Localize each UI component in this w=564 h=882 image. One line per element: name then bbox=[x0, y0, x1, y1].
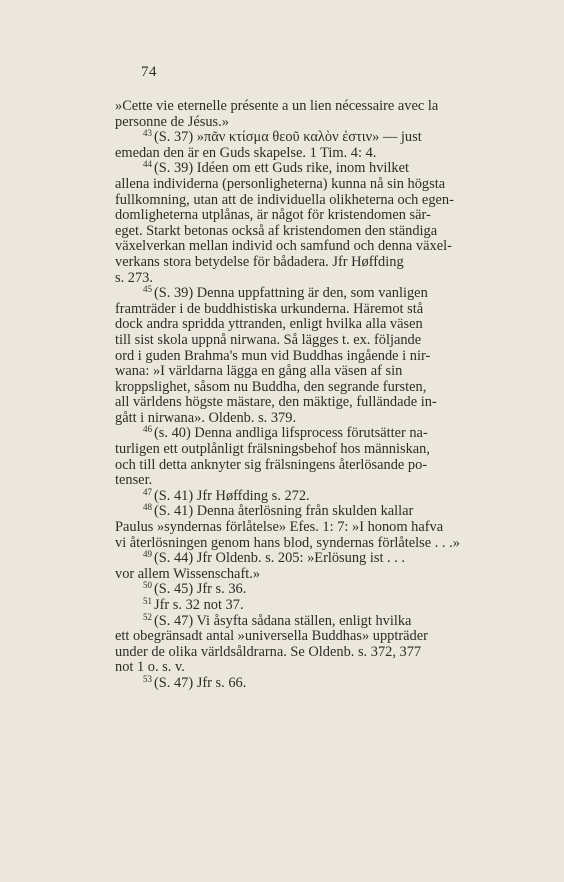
footnote-start-line bbox=[115, 130, 527, 146]
line-text: all världens högste mästare, den mäktige, fulländade in- bbox=[115, 394, 437, 411]
footnote-number: 44 bbox=[143, 159, 152, 170]
footnote-start-line bbox=[115, 673, 527, 692]
text-line bbox=[115, 302, 527, 318]
line-text: vor allem Wissenschaft.» bbox=[115, 565, 261, 582]
footnote-start-line bbox=[115, 598, 527, 614]
line-text: allena individerna (personligheterna) kunna nå sin högsta bbox=[115, 175, 446, 192]
text-line bbox=[115, 333, 527, 349]
line-text: (S. 44) Jfr Oldenb. s. 205: »Erlösung ist . . . bbox=[154, 550, 406, 567]
line-text: s. 273. bbox=[115, 269, 153, 286]
line-text: Paulus »syndernas förlåtelse» Efes. 1: 7: »I honom hafva bbox=[115, 519, 444, 536]
line-text: (S. 41) Denna återlösning från skulden kallar bbox=[154, 503, 414, 520]
footnote-start-line bbox=[115, 582, 527, 598]
line-text: till sist skola uppnå nirwana. Så lägges t. ex. följande bbox=[115, 331, 422, 348]
footnote-number: 47 bbox=[143, 486, 152, 497]
footnote-start-line bbox=[115, 504, 527, 520]
line-text: personne de Jésus.» bbox=[115, 113, 229, 130]
footnote-number: 52 bbox=[143, 611, 152, 622]
text-line bbox=[115, 645, 527, 661]
line-text: not 1 o. s. v. bbox=[115, 659, 185, 676]
line-text: växelverkan mellan individ och samfund och denna växel- bbox=[115, 238, 452, 255]
text-line bbox=[115, 520, 527, 536]
text-line bbox=[115, 99, 527, 115]
text-line bbox=[115, 660, 527, 676]
line-text: (S. 47) Jfr s. 66. bbox=[154, 674, 247, 691]
footnote-number: 49 bbox=[143, 549, 152, 560]
text-line bbox=[115, 224, 527, 240]
line-text: framträder i de buddhistiska urkunderna. Häremot stå bbox=[115, 300, 424, 317]
text-line bbox=[115, 536, 527, 552]
line-text: ord i guden Brahma's mun vid Buddhas ingående i nir- bbox=[115, 347, 431, 364]
footnote-number: 43 bbox=[143, 128, 152, 139]
text-line bbox=[115, 177, 527, 193]
footnote-number: 46 bbox=[143, 424, 152, 435]
line-text: (S. 39) Idéen om ett Guds rike, inom hvilket bbox=[154, 160, 409, 177]
line-text: »Cette vie eternelle présente a un lien nécessaire avec la bbox=[115, 98, 439, 114]
line-text: dock andra spridda yttranden, enligt hvilka alla väsen bbox=[115, 316, 423, 333]
line-text: (S. 45) Jfr s. 36. bbox=[154, 581, 247, 598]
line-text: fullkomning, utan att de individuella olikheterna och egen- bbox=[115, 191, 454, 208]
line-text: (S. 37) »πᾶν κτίσμα θεοῦ καλὸν ἐστιν» — just bbox=[154, 129, 422, 146]
line-text: (S. 47) Vi åsyfta sådana ställen, enligt hvilka bbox=[154, 612, 412, 629]
line-text: och till detta anknyter sig frälsningens återlösande po- bbox=[115, 456, 428, 473]
footnote-number: 51 bbox=[143, 596, 152, 606]
footnote-start-line bbox=[115, 551, 527, 567]
footnote-start-line bbox=[115, 611, 527, 630]
text-line bbox=[115, 208, 527, 224]
text-line bbox=[115, 193, 527, 209]
line-text: ett obegränsadt antal »universella Buddhas» uppträder bbox=[115, 628, 428, 645]
footnote-start-line bbox=[115, 286, 527, 302]
text-line bbox=[115, 271, 527, 287]
line-text: vi återlösningen genom hans blod, syndernas förlåtelse . . .» bbox=[115, 534, 460, 551]
footnote-start-line bbox=[115, 426, 527, 442]
line-text: turligen ett outplånligt frälsningsbehof hos människan, bbox=[115, 441, 430, 458]
text-line bbox=[115, 629, 527, 645]
line-text: tenser. bbox=[115, 472, 153, 489]
page-number: 74 bbox=[141, 64, 157, 80]
footnote-start-line bbox=[115, 161, 527, 177]
text-line bbox=[115, 395, 527, 411]
text-line bbox=[115, 317, 527, 333]
line-text: (S. 41) Jfr Høffding s. 272. bbox=[154, 487, 310, 504]
line-text: gått i nirwana». Oldenb. s. 379. bbox=[115, 409, 297, 426]
line-text: under de olika världsåldrarna. Se Oldenb. s. 372, 377 bbox=[115, 643, 422, 660]
line-text: eget. Starkt betonas också af kristendomen den ständiga bbox=[115, 222, 438, 239]
line-text: wana: »I världarna lägga en gång alla väsen af sin bbox=[115, 363, 403, 380]
text-line bbox=[115, 115, 527, 131]
text-line bbox=[115, 458, 527, 474]
text-line bbox=[115, 473, 527, 489]
line-text: Jfr s. 32 not 37. bbox=[154, 597, 244, 613]
line-text: kroppslighet, såsom nu Buddha, den segrande fursten, bbox=[115, 378, 427, 395]
text-line bbox=[115, 239, 527, 255]
line-text: domligheterna utplånas, är något för kristendomen sär- bbox=[115, 207, 431, 224]
footnote-number: 48 bbox=[143, 502, 152, 513]
footnote-number: 50 bbox=[143, 580, 152, 591]
footnotes-text bbox=[115, 99, 527, 692]
footnote-number: 53 bbox=[143, 673, 152, 684]
line-text: (S. 39) Denna uppfattning är den, som vanligen bbox=[154, 285, 428, 302]
text-line bbox=[115, 380, 527, 396]
line-text: emedan den är en Guds skapelse. 1 Tim. 4: 4. bbox=[115, 144, 377, 161]
line-text: verkans stora betydelse för bådadera. Jfr Høffding bbox=[115, 253, 404, 270]
footnote-number: 45 bbox=[143, 284, 152, 295]
text-line bbox=[115, 349, 527, 365]
text-line bbox=[115, 442, 527, 458]
text-line bbox=[115, 364, 527, 380]
line-text: (s. 40) Denna andliga lifsprocess förutsätter na- bbox=[154, 425, 428, 442]
text-line bbox=[115, 255, 527, 271]
